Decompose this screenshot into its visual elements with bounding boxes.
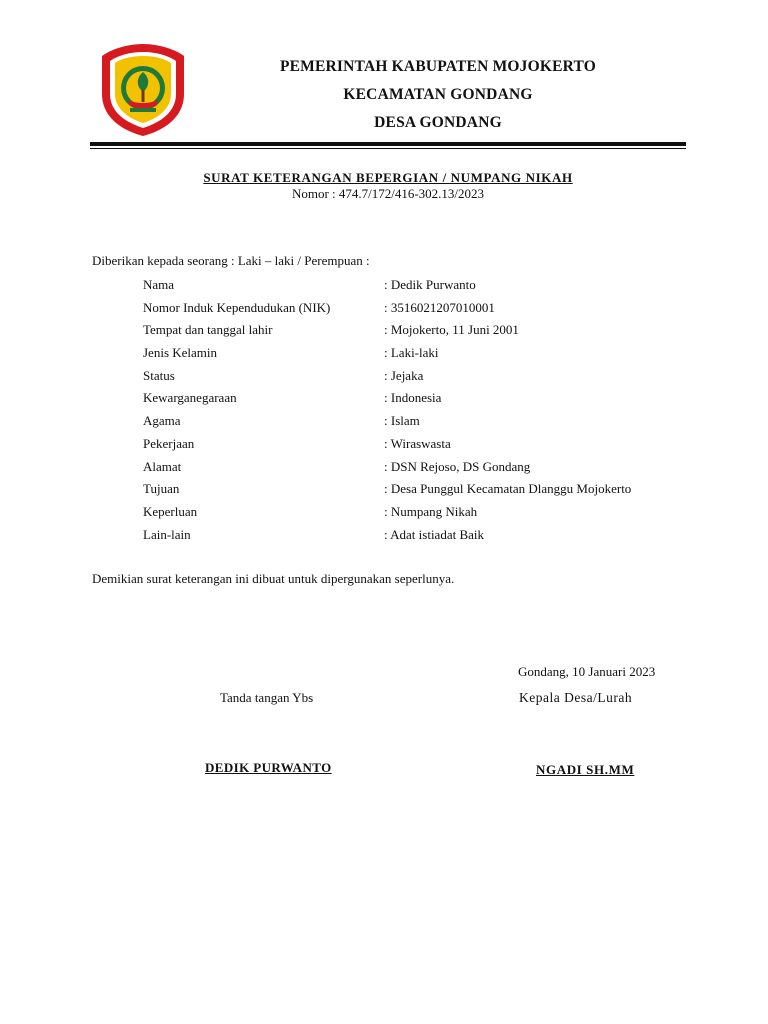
header-divider-thick	[90, 142, 686, 146]
field-row-purpose	[143, 504, 703, 527]
field-value: : Adat istiadat Baik	[384, 526, 485, 542]
field-label: Lain-lain	[143, 526, 191, 542]
signature-date: Gondang, 10 Januari 2023	[518, 664, 656, 679]
field-label: Nomor Induk Kependudukan (NIK)	[143, 299, 331, 315]
field-value: : Indonesia	[384, 390, 442, 406]
field-value: : Jejaka	[384, 367, 424, 383]
field-label: Kewarganegaraan	[143, 390, 237, 406]
village-head-name: NGADI SH.MM	[536, 762, 635, 777]
field-value: : 3516021207010001	[384, 299, 495, 315]
field-value: : Dedik Purwanto	[384, 277, 476, 292]
field-row-citizenship	[143, 390, 703, 413]
field-label: Pekerjaan	[143, 435, 195, 451]
field-value: : Islam	[384, 413, 420, 429]
field-label: Status	[143, 367, 175, 383]
applicant-signature-title: Tanda tangan Ybs	[220, 690, 314, 705]
field-label: Keperluan	[143, 503, 198, 519]
field-row-religion	[143, 413, 703, 436]
identity-fields	[143, 277, 703, 549]
field-label: Tujuan	[143, 481, 180, 497]
field-row-occupation	[143, 436, 703, 459]
field-row-status	[143, 368, 703, 391]
mojokerto-regency-emblem-icon	[100, 42, 186, 138]
field-row-gender	[143, 345, 703, 368]
field-row-nik	[143, 300, 703, 323]
field-label: Nama	[143, 277, 175, 292]
field-value: : Mojokerto, 11 Juni 2001	[384, 322, 519, 338]
header-district-name: KECAMATAN GONDANG	[343, 86, 533, 103]
field-value: : Laki-laki	[384, 345, 439, 361]
letter-closing: Demikian surat keterangan ini dibuat untuk dipergunakan seperlunya.	[92, 571, 455, 586]
field-row-destination	[143, 481, 703, 504]
field-value: : Desa Punggul Kecamatan Dlanggu Mojokerto	[384, 481, 632, 497]
field-value: : DSN Rejoso, DS Gondang	[384, 458, 531, 474]
village-head-title: Kepala Desa/Lurah	[519, 690, 633, 705]
letter-title	[90, 170, 686, 186]
field-row-birth	[143, 322, 703, 345]
field-value: : Wiraswasta	[384, 435, 451, 451]
letter-title-text: SURAT KETERANGAN BEPERGIAN / NUMPANG NIKAH	[203, 170, 573, 185]
field-row-other	[143, 527, 703, 550]
field-row-nama	[143, 277, 703, 300]
header-village-name: DESA GONDANG	[374, 114, 502, 131]
field-value: : Numpang Nikah	[384, 503, 478, 519]
field-row-address	[143, 459, 703, 482]
header-government-name: PEMERINTAH KABUPATEN MOJOKERTO	[279, 58, 597, 75]
field-label: Alamat	[143, 458, 182, 474]
field-label: Agama	[143, 413, 181, 429]
field-label: Tempat dan tanggal lahir	[143, 322, 273, 338]
letter-number: Nomor : 474.7/172/416-302.13/2023	[291, 186, 485, 201]
letter-intro: Diberikan kepada seorang : Laki – laki / Perempuan :	[92, 253, 370, 268]
field-label: Jenis Kelamin	[143, 345, 218, 361]
header-divider-thin	[90, 148, 686, 149]
applicant-name: DEDIK PURWANTO	[205, 760, 332, 775]
